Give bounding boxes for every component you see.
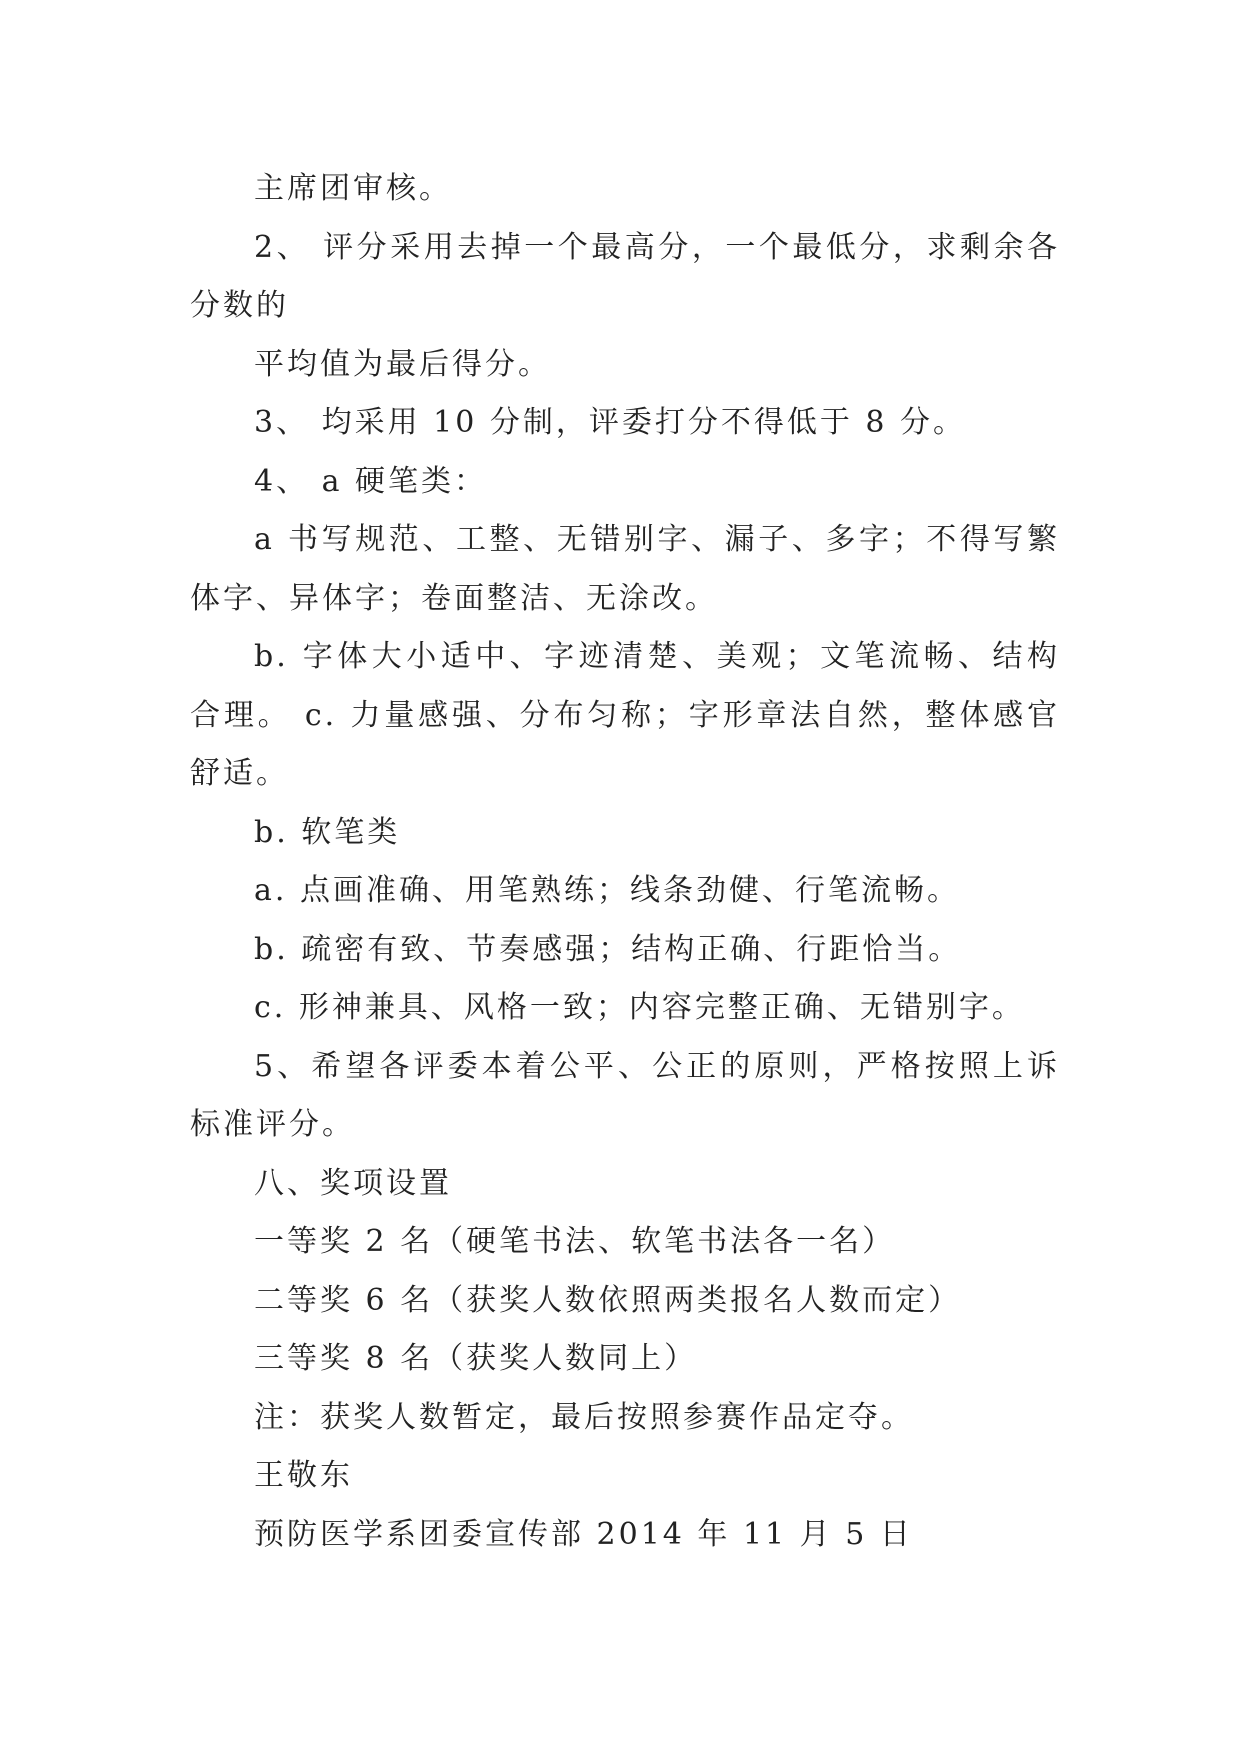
soft-brush-criterion-b: b. 疏密有致、节奏感强；结构正确、行距恰当。 bbox=[254, 931, 962, 967]
rule-2-scoring-method: 2、 评分采用去掉一个最高分，一个最低分，求剩余各分数的 bbox=[190, 229, 1060, 323]
soft-brush-criterion-a: a. 点画准确、用笔熟练；线条劲健、行笔流畅。 bbox=[254, 873, 960, 908]
signature-department-date: 预防医学系团委宣传部 2014 年 11 月 5 日 bbox=[254, 1516, 913, 1552]
rule-2-continuation: 平均值为最后得分。 bbox=[254, 346, 551, 382]
award-third-prize: 三等奖 8 名（获奖人数同上） bbox=[254, 1341, 698, 1376]
award-note: 注：获奖人数暂定，最后按照参赛作品定夺。 bbox=[254, 1399, 914, 1435]
section-awards-heading: 八、奖项设置 bbox=[254, 1165, 452, 1201]
document-body bbox=[190, 160, 1060, 1564]
award-second-prize: 二等奖 6 名（获奖人数依照两类报名人数而定） bbox=[254, 1282, 962, 1318]
soft-brush-heading: b. 软笔类 bbox=[254, 814, 401, 850]
signature-name: 王敬东 bbox=[254, 1458, 353, 1493]
hard-pen-criteria-b-c: b. 字体大小适中、字迹清楚、美观；文笔流畅、结构合理。 c. 力量感强、分布匀称；字形章法自然，整体感官舒适。 bbox=[190, 639, 1060, 791]
rule-5-fairness: 5、希望各评委本着公平、公正的原则，严格按照上诉标准评分。 bbox=[190, 1048, 1060, 1142]
soft-brush-criterion-c: c. 形神兼具、风格一致；内容完整正确、无错别字。 bbox=[254, 990, 1025, 1025]
rule-3-scale: 3、 均采用 10 分制，评委打分不得低于 8 分。 bbox=[254, 405, 967, 440]
hard-pen-criterion-a: a 书写规范、工整、无错别字、漏子、多字；不得写繁体字、异体字；卷面整洁、无涂改。 bbox=[190, 522, 1060, 616]
paragraph-review-note: 主席团审核。 bbox=[254, 171, 452, 206]
rule-4-hard-pen-heading: 4、 a 硬笔类： bbox=[254, 463, 488, 499]
award-first-prize: 一等奖 2 名（硬笔书法、软笔书法各一名） bbox=[254, 1224, 896, 1259]
